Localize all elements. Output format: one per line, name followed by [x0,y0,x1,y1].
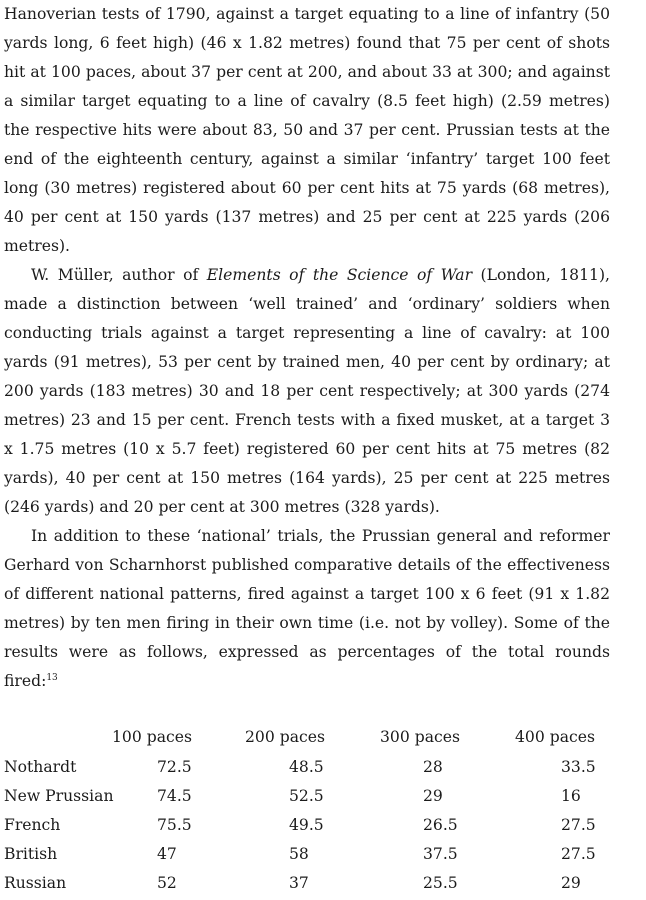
row-label-nothardt: Nothardt [4,758,77,776]
row-label-french: French [4,816,61,834]
table-cell: 28 [423,758,443,776]
table-cell: 25.5 [423,874,458,892]
table-cell: 49.5 [289,816,324,834]
results-table [0,722,646,900]
table-cell: 29 [561,874,581,892]
table-cell: 75.5 [157,816,192,834]
paragraph-hanoverian-tests: Hanoverian tests of 1790, against a target equating to a line of infantry (50 yards long, 6 feet high) (46 x 1.82 metres) found that 75 per cent of shots hit at 100 paces, about 37 per cent at 200, and about 33 at 300; and against a similar target equating to a line of cavalry (8.5 feet high) (2.59 metres) the respective hits were about 83, 50 and 37 per cent. Prussian tests at the end of the eighteenth century, against a similar ‘infantry’ target 100 feet long (30 metres) registered about 60 per cent hits at 75 yards (68 metres), 40 per cent at 150 yards (137 metres) and 25 per cent at 225 yards (206 metres). [4,5,610,255]
table-cell: 58 [289,845,309,863]
row-label-russian: Russian [4,874,67,892]
table-cell: 47 [157,845,177,863]
paragraph-muller-text-b: (London, 1811), made a distinction between ‘well trained’ and ‘ordinary’ soldiers when conducting trials against a target representing a line of cavalry: at 100 yards (91 metres), 53 per cent by trained men, 40 per cent by ordinary; at 200 yards (183 metres) 30 and 18 per cent respectively; at 300 yards (274 metres) 23 and 15 per cent. French tests with a fixed musket, at a target 3 x 1.75 metres (10 x 5.7 feet) registered 60 per cent hits at 75 metres (82 yards), 40 per cent at 150 metres (164 yards), 25 per cent at 225 metres (246 yards) and 20 per cent at 300 metres (328 yards). [4,266,610,516]
table-cell: 52 [157,874,177,892]
table-cell: 33.5 [561,758,596,776]
row-label-new-prussian: New Prussian [4,787,114,805]
paragraph-scharnhorst [4,522,610,696]
table-cell: 37 [289,874,309,892]
table-cell: 74.5 [157,787,192,805]
paragraph-scharnhorst-text: In addition to these ‘national’ trials, the Prussian general and reformer Gerhard von Scharnhorst published comparative details of the effectiveness of different national patterns, fired against a target 100 x 6 feet (91 x 1.82 metres) by ten men firing in their own time (i.e. not by volley). Some of the results were as follows, expressed as percentages of the total rounds fired: [4,527,610,690]
paragraph-muller-text-a: W. Müller, author of [31,266,207,284]
column-header-100-paces: 100 paces [112,728,192,746]
table-cell: 27.5 [561,816,596,834]
footnote-reference: 13 [46,673,58,683]
column-header-400-paces: 400 paces [515,728,595,746]
table-cell: 16 [561,787,581,805]
column-header-200-paces: 200 paces [245,728,325,746]
table-cell: 26.5 [423,816,458,834]
column-header-300-paces: 300 paces [380,728,460,746]
table-cell: 37.5 [423,845,458,863]
table-cell: 72.5 [157,758,192,776]
table-cell: 27.5 [561,845,596,863]
row-label-british: British [4,845,58,863]
table-cell: 52.5 [289,787,324,805]
table-cell: 48.5 [289,758,324,776]
book-title: Elements of the Science of War [206,266,473,284]
paragraph-muller-trials [4,261,610,522]
table-cell: 29 [423,787,443,805]
